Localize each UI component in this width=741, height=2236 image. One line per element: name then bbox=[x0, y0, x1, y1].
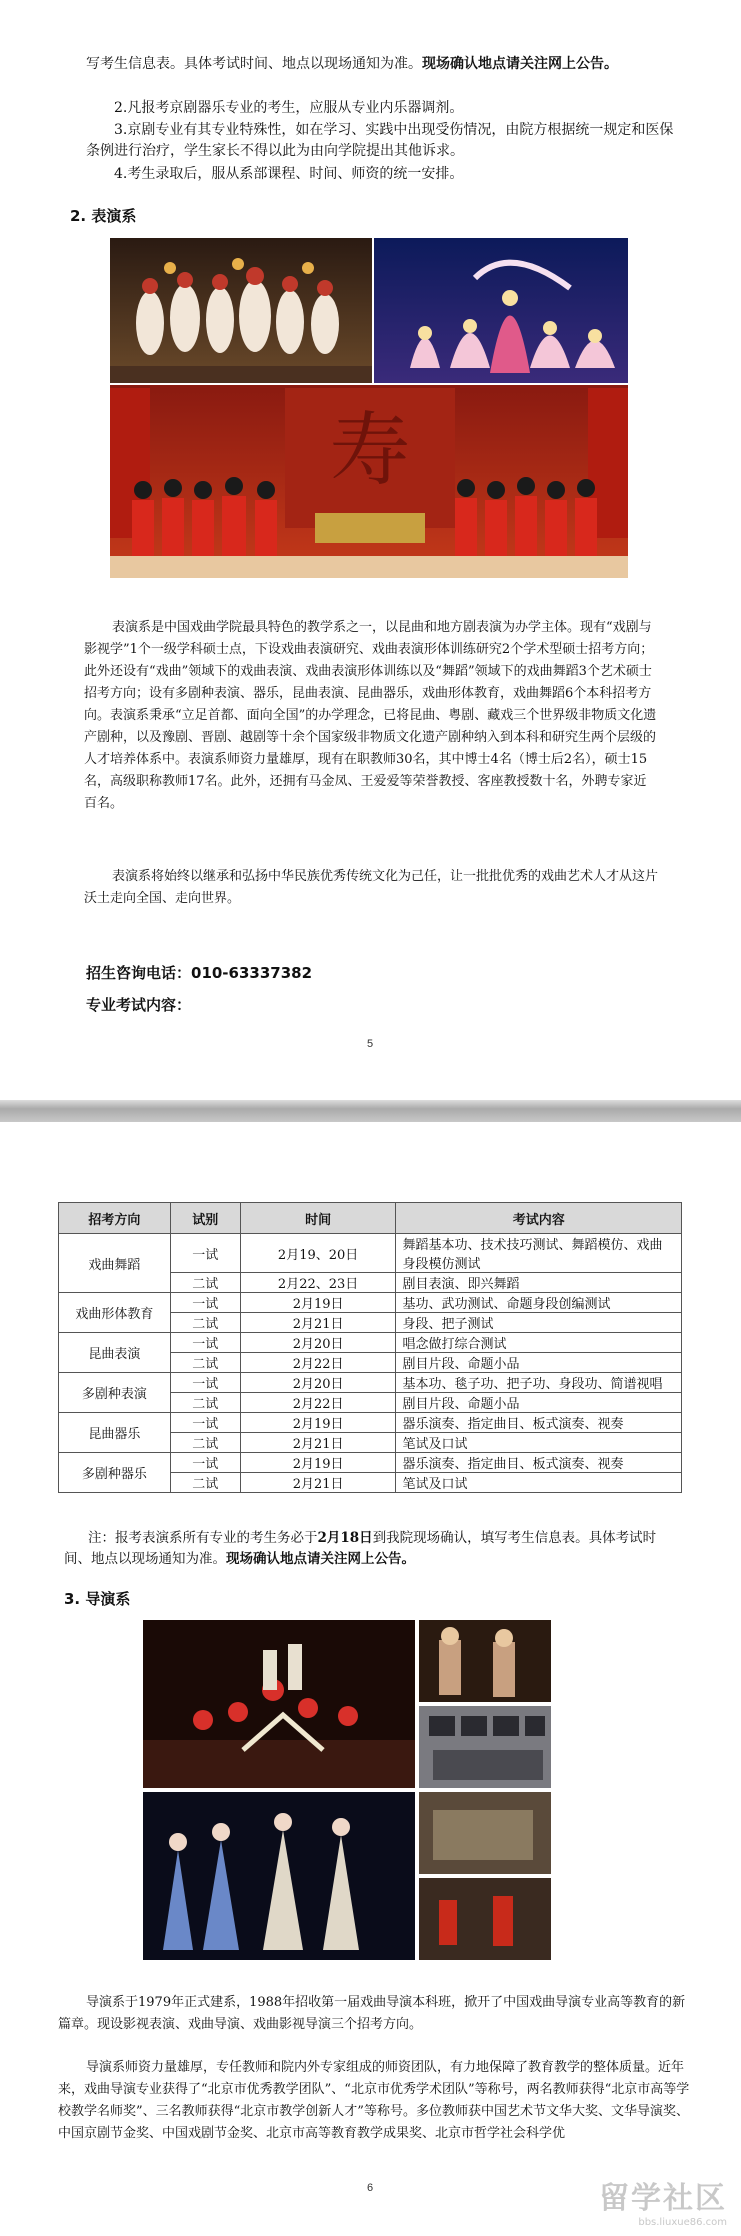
direction-cell: 昆曲器乐 bbox=[59, 1413, 171, 1453]
time-cell: 2月22日 bbox=[240, 1353, 396, 1373]
performance-photo-collage bbox=[110, 238, 628, 578]
announcement-note: 现场确认地点请关注网上公告。 bbox=[422, 56, 618, 72]
table-row bbox=[59, 1373, 682, 1393]
svg-text:寿: 寿 bbox=[330, 404, 410, 497]
time-cell: 2月21日 bbox=[240, 1473, 396, 1493]
content-cell: 剧目表演、即兴舞蹈 bbox=[396, 1273, 682, 1293]
table-row bbox=[59, 1413, 682, 1433]
content-cell: 剧目片段、命题小品 bbox=[396, 1393, 682, 1413]
direction-cell: 多剧种器乐 bbox=[59, 1453, 171, 1493]
time-cell: 2月20日 bbox=[240, 1333, 396, 1353]
table-row bbox=[59, 1333, 682, 1353]
table-row bbox=[59, 1293, 682, 1313]
header-direction: 招考方向 bbox=[59, 1203, 171, 1234]
round-cell: 一试 bbox=[170, 1373, 240, 1393]
page-number: 6 bbox=[367, 2182, 374, 2194]
stage-photos bbox=[110, 238, 628, 578]
round-cell: 一试 bbox=[170, 1293, 240, 1313]
header-round: 试别 bbox=[170, 1203, 240, 1234]
watermark bbox=[599, 2173, 727, 2228]
time-cell: 2月19日 bbox=[240, 1413, 396, 1433]
header-content: 考试内容 bbox=[396, 1203, 682, 1234]
content-cell: 唱念做打综合测试 bbox=[396, 1333, 682, 1353]
time-cell: 2月20日 bbox=[240, 1373, 396, 1393]
admissions-phone: 招生咨询电话：010-63337382 bbox=[86, 964, 313, 982]
content-cell: 器乐演奏、指定曲目、板式演奏、视奏 bbox=[396, 1413, 682, 1433]
time-cell: 2月22日 bbox=[240, 1393, 396, 1413]
time-cell: 2月22、23日 bbox=[240, 1273, 396, 1293]
directing-faculty-paragraph: 导演系师资力量雄厚，专任教师和院内外专家组成的师资团队，有力地保障了教育教学的整体质量。近年来，戏曲导演专业获得了“北京市优秀教学团队”、“北京市优秀学术团队”等称号，两名教师获得“北京市高等学校教学名师奖”、三名教师获得“北京市教学创新人才”等称号。多位教师获中国艺术节文华大奖、文华导演奖、中国京剧节金奖、中国戏剧节金奖、北京市高等教育教学成果奖、北京市哲学社会科学优 bbox=[58, 2060, 690, 2141]
exam-content-heading: 专业考试内容： bbox=[86, 996, 192, 1014]
content-cell: 剧目片段、命题小品 bbox=[396, 1353, 682, 1373]
content-cell: 基功、武功测试、命题身段创编测试 bbox=[396, 1293, 682, 1313]
round-cell: 一试 bbox=[170, 1413, 240, 1433]
content-cell: 笔试及口试 bbox=[396, 1473, 682, 1493]
round-cell: 一试 bbox=[170, 1234, 240, 1273]
directing-photo-collage bbox=[143, 1620, 551, 1960]
note-4: 4.考生录取后，服从系部课程、时间、师资的统一安排。 bbox=[114, 166, 464, 182]
content-cell: 笔试及口试 bbox=[396, 1433, 682, 1453]
round-cell: 二试 bbox=[170, 1393, 240, 1413]
document-page-6 bbox=[0, 1122, 741, 2236]
content-cell: 舞蹈基本功、技术技巧测试、舞蹈模仿、戏曲身段模仿测试 bbox=[396, 1234, 682, 1273]
table-footnote: 注：报考表演系所有专业的考生务必于2月18日到我院现场确认，填写考生信息表。具体考试时间、地点以现场通知为准。现场确认地点请关注网上公告。 bbox=[64, 1530, 657, 1567]
watermark-logo-text: 留学社区 bbox=[599, 2181, 727, 2216]
content-cell: 器乐演奏、指定曲目、板式演奏、视奏 bbox=[396, 1453, 682, 1473]
directing-intro-paragraph: 导演系于1979年正式建系，1988年招收第一届戏曲导演本科班，掀开了中国戏曲导演专业高等教育的新篇章。现设影视表演、戏曲导演、戏曲影视导演三个招考方向。 bbox=[58, 1995, 686, 2032]
watermark-url: bbs.liuxue86.com bbox=[638, 2217, 727, 2228]
round-cell: 二试 bbox=[170, 1473, 240, 1493]
section-title-performance: 2. 表演系 bbox=[70, 207, 137, 225]
direction-cell: 戏曲形体教育 bbox=[59, 1293, 171, 1333]
time-cell: 2月21日 bbox=[240, 1313, 396, 1333]
page-number: 5 bbox=[367, 1038, 374, 1050]
round-cell: 二试 bbox=[170, 1353, 240, 1373]
page-separator bbox=[0, 1100, 741, 1122]
content-cell: 基本功、毯子功、把子功、身段功、简谱视唱 bbox=[396, 1373, 682, 1393]
direction-cell: 多剧种表演 bbox=[59, 1373, 171, 1413]
header-time: 时间 bbox=[240, 1203, 396, 1234]
intro-continuation: 写考生信息表。具体考试时间、地点以现场通知为准。现场确认地点请关注网上公告。 bbox=[86, 56, 618, 72]
round-cell: 二试 bbox=[170, 1313, 240, 1333]
table-row bbox=[59, 1234, 682, 1273]
time-cell: 2月21日 bbox=[240, 1433, 396, 1453]
directing-photos bbox=[143, 1620, 551, 1960]
round-cell: 一试 bbox=[170, 1453, 240, 1473]
table-header-row bbox=[59, 1203, 682, 1234]
table-row bbox=[59, 1453, 682, 1473]
time-cell: 2月19日 bbox=[240, 1453, 396, 1473]
time-cell: 2月19日 bbox=[240, 1293, 396, 1313]
round-cell: 二试 bbox=[170, 1273, 240, 1293]
section-title-directing: 3. 导演系 bbox=[64, 1590, 131, 1608]
round-cell: 一试 bbox=[170, 1333, 240, 1353]
time-cell: 2月19、20日 bbox=[240, 1234, 396, 1273]
performance-intro-paragraph: 表演系是中国戏曲学院最具特色的教学系之一，以昆曲和地方剧表演为办学主体。现有“戏剧与影视学”1个一级学科硕士点，下设戏曲表演研究、戏曲表演形体训练研究2个学术型硕士招考方向；此外还设有“戏曲”领域下的戏曲表演、戏曲表演形体训练以及“舞蹈”领域下的戏曲舞蹈3个艺术硕士招考方向；设有多剧种表演、器乐，昆曲表演、昆曲器乐，戏曲形体教育，戏曲舞蹈6个本科招考方向。表演系秉承“立足首都、面向全国”的办学理念，已将昆曲、粤剧、藏戏三个世界级非物质文化遗产剧种，以及豫剧、晋剧、越剧等十余个国家级非物质文化遗产剧种纳入到本科和研究生两个层级的人才培养体系中。表演系师资力量雄厚，现有在职教师30名，其中博士4名（博士后2名），硕士15名，高级职称教师17名。此外，还拥有马金凤、王爱爱等荣誉教授、客座教授数十名，外聘专家近百名。 bbox=[84, 620, 657, 811]
document-page-5 bbox=[0, 0, 741, 1100]
exam-schedule-table bbox=[58, 1202, 682, 1493]
note-3: 3.京剧专业有其专业特殊性，如在学习、实践中出现受伤情况，由院方根据统一规定和医保条例进行治疗，学生家长不得以此为由向学院提出其他诉求。 bbox=[86, 122, 674, 159]
direction-cell: 昆曲表演 bbox=[59, 1333, 171, 1373]
direction-cell: 戏曲舞蹈 bbox=[59, 1234, 171, 1293]
note-2: 2.凡报考京剧器乐专业的考生，应服从专业内乐器调剂。 bbox=[114, 100, 464, 116]
round-cell: 二试 bbox=[170, 1433, 240, 1453]
performance-closing-paragraph: 表演系将始终以继承和弘扬中华民族优秀传统文化为己任，让一批批优秀的戏曲艺术人才从这片沃土走向全国、走向世界。 bbox=[84, 869, 659, 906]
content-cell: 身段、把子测试 bbox=[396, 1313, 682, 1333]
